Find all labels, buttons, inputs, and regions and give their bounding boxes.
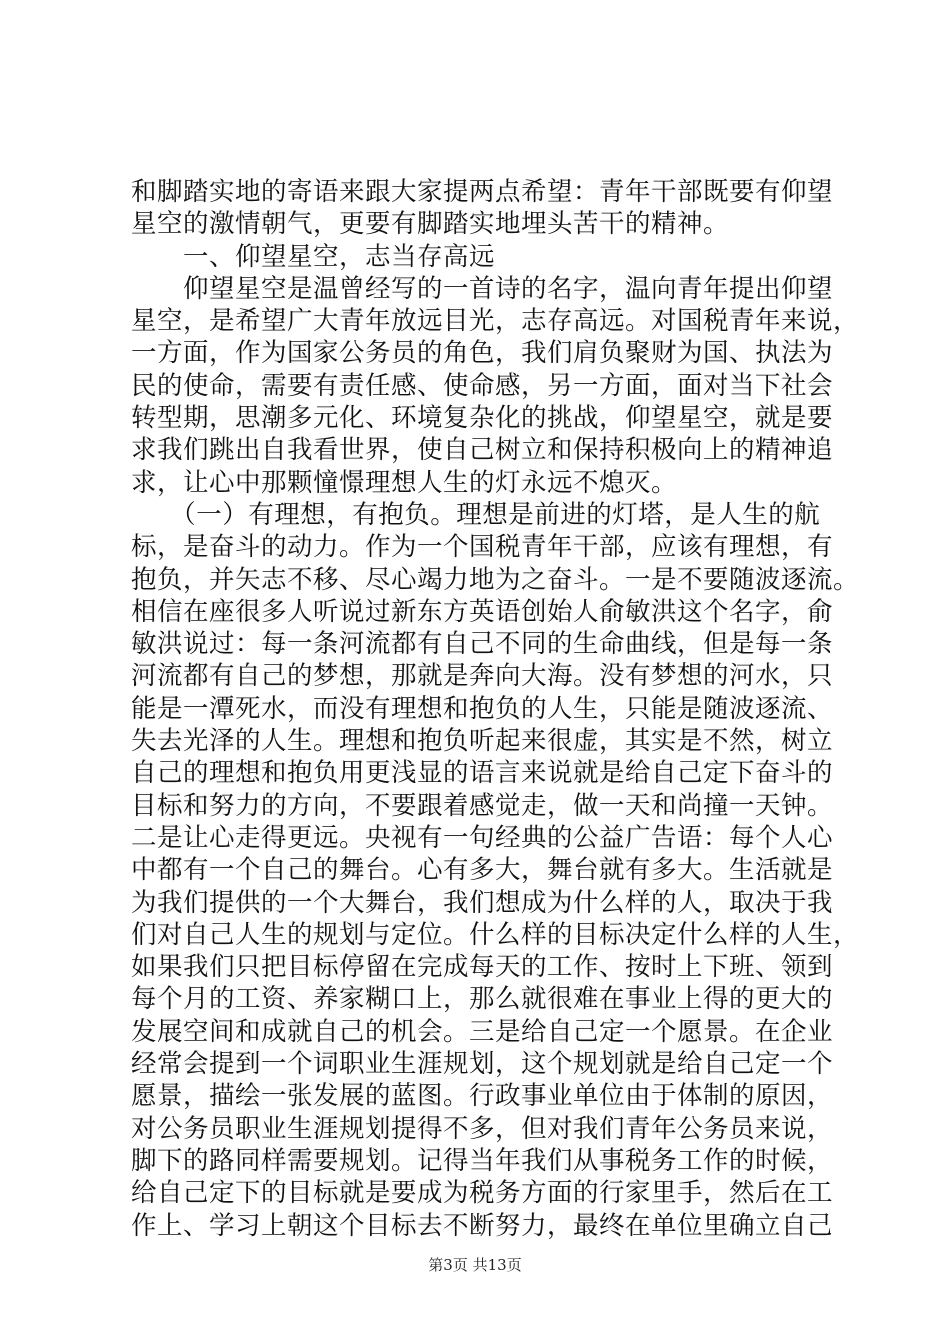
- section-heading: 一、仰望星空，志当存高远: [131, 241, 496, 272]
- text-line: 每个月的工资、养家糊口上，那么就很难在事业上得的更大的: [131, 984, 834, 1015]
- text-line: 仰望星空是温曾经写的一首诗的名字，温向青年提出仰望: [131, 273, 834, 304]
- text-line: 自己的理想和抱负用更浅显的语言来说就是给自己定下奋斗的: [131, 758, 834, 789]
- text-line: 对公务员职业生涯规划提得不多，但对我们青年公务员来说，: [131, 1113, 834, 1144]
- text-line: 相信在座很多人听说过新东方英语创始人俞敏洪这个名字，俞: [131, 596, 834, 627]
- text-line: 为我们提供的一个大舞台，我们想成为什么样的人，取决于我: [131, 887, 834, 918]
- text-line: 二是让心走得更远。央视有一句经典的公益广告语：每个人心: [131, 822, 834, 853]
- text-line: 星空，是希望广大青年放远目光，志存高远。对国税青年来说，: [131, 306, 860, 337]
- text-line: 一方面，作为国家公务员的角色，我们肩负聚财为国、执法为: [131, 338, 834, 369]
- page-number-footer: 第3页 共13页: [428, 1256, 522, 1274]
- text-line: 失去光泽的人生。理想和抱负听起来很虚，其实是不然，树立: [131, 726, 834, 757]
- text-line: 们对自己人生的规划与定位。什么样的目标决定什么样的人生，: [131, 919, 860, 950]
- text-line: 抱负，并矢志不移、尽心竭力地为之奋斗。一是不要随波逐流。: [131, 564, 860, 595]
- text-line: 民的使命，需要有责任感、使命感，另一方面，面对当下社会: [131, 370, 834, 401]
- text-line: 给自己定下的目标就是要成为税务方面的行家里手，然后在工: [131, 1178, 834, 1209]
- text-line: 转型期，思潮多元化、环境复杂化的挑战，仰望星空，就是要: [131, 403, 834, 434]
- text-line: 能是一潭死水，而没有理想和抱负的人生，只能是随波逐流、: [131, 693, 834, 724]
- text-line: 脚下的路同样需要规划。记得当年我们从事税务工作的时候，: [131, 1145, 834, 1176]
- text-line: 求我们跳出自我看世界，使自己树立和保持积极向上的精神追: [131, 435, 834, 466]
- text-line: 发展空间和成就自己的机会。三是给自己定一个愿景。在企业: [131, 1016, 834, 1047]
- text-line: 目标和努力的方向，不要跟着感觉走，做一天和尚撞一天钟。: [131, 790, 834, 821]
- document-body: [131, 176, 860, 1242]
- text-line: 经常会提到一个词职业生涯规划，这个规划就是给自己定一个: [131, 1049, 834, 1080]
- text-line: 愿景，描绘一张发展的蓝图。行政事业单位由于体制的原因，: [131, 1081, 834, 1112]
- text-line: 标，是奋斗的动力。作为一个国税青年干部，应该有理想，有: [131, 532, 834, 563]
- text-line: 求，让心中那颗憧憬理想人生的灯永远不熄灭。: [131, 467, 678, 498]
- text-line: 星空的激情朝气，更要有脚踏实地埋头苦干的精神。: [131, 209, 730, 240]
- text-line: 中都有一个自己的舞台。心有多大，舞台就有多大。生活就是: [131, 855, 834, 886]
- text-line: 和脚踏实地的寄语来跟大家提两点希望：青年干部既要有仰望: [131, 177, 834, 207]
- text-line: （一）有理想，有抱负。理想是前进的灯塔，是人生的航: [131, 499, 821, 530]
- text-line: 如果我们只把目标停留在完成每天的工作、按时上下班、领到: [131, 952, 834, 983]
- text-line: 河流都有自己的梦想，那就是奔向大海。没有梦想的河水，只: [131, 661, 834, 692]
- text-line: 作上、学习上朝这个目标去不断努力，最终在单位里确立自己: [131, 1210, 834, 1241]
- text-line: 敏洪说过：每一条河流都有自己不同的生命曲线，但是每一条: [131, 629, 834, 660]
